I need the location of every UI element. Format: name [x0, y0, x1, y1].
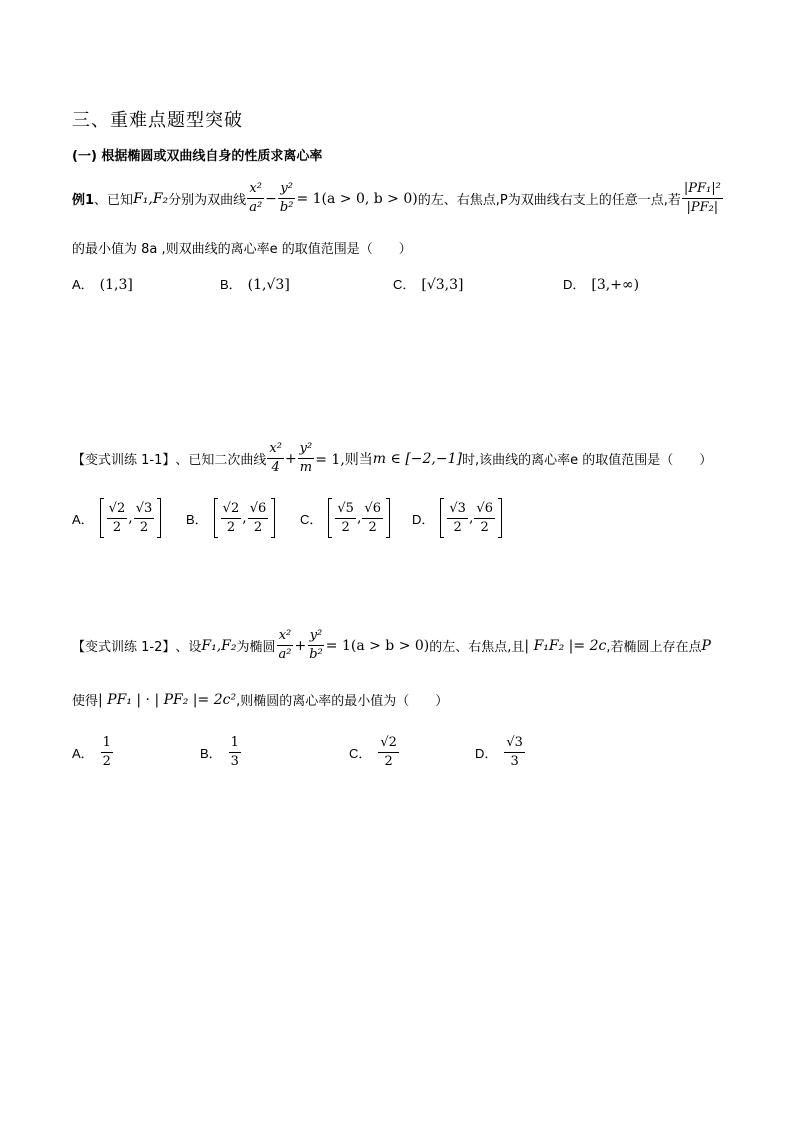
variant1-label: 【变式训练 1-1】	[72, 453, 176, 468]
variant2-condition: = 1(a > b > 0)	[325, 637, 430, 654]
curve-x-term: $\frac{\text{x²}}{4}$	[269, 441, 282, 475]
hyperbola-x-term: $\frac{\text{x²}}{\text{a²}}$	[249, 181, 263, 215]
variant2-line2-b: ,则椭圆的离心率的最小值为（ ）	[236, 694, 449, 709]
example1-option-d[interactable]: D． [3,+∞)	[563, 277, 640, 293]
example1-option-b[interactable]: B． (1,√3]	[220, 277, 290, 293]
example1-condition: = 1(a > 0, b > 0)	[296, 190, 418, 207]
variant2-text-c: 的左、右焦点,且	[429, 640, 525, 655]
example1-line1: 例1 、已知 F₁,F₂ 分别为双曲线 $\frac{\text{x²}}{\text{a²}}$ − $\frac{\text{y²}}{\text{b²}}$ = 1(a > 0, b > 0) 的左、右焦点,P为双曲线右支上的任意一点,若 $\frac{\text{|PF₁|²}}{\text{|PF₂|}}$	[72, 181, 721, 215]
section-title: 三、重难点题型突破	[72, 110, 243, 131]
variant1-question: 【变式训练 1-1】 、已知二次曲线 $\frac{\text{x²}}{4}$ + $\frac{\text{y²}}{m}$ = 1,则当 m ∈ [−2,−1] 时,该曲线的离心率e 的取值范围是（ ）	[72, 441, 713, 475]
ratio-fraction: $\frac{\text{|PF₁|²}}{\text{|PF₂|}}$	[683, 181, 721, 215]
variant1-range: m ∈ [−2,−1]	[372, 450, 462, 467]
variant2-option-b[interactable]: B． $\frac{1}{3}$	[200, 735, 239, 769]
variant1-option-d[interactable]: D． $\frac{√3}{2}$ , $\frac{√6}{2}$	[412, 498, 502, 538]
variant2-product: | PF₁ | · | PF₂ |= 2c²	[98, 691, 237, 708]
variant2-dist: | F₁F₂ |= 2c	[524, 637, 607, 654]
variant2-foci: F₁,F₂	[201, 637, 237, 654]
variant2-text-a: 、设	[175, 640, 202, 655]
variant2-option-c[interactable]: C． $\frac{√2}{2}$	[349, 735, 397, 769]
variant2-text-d: ,若椭圆上存在点	[606, 640, 702, 655]
variant2-text-b: 为椭圆	[236, 640, 276, 655]
example1-text-a: 分别为双曲线	[168, 193, 247, 208]
example1-option-a[interactable]: A． (1,3]	[72, 277, 133, 293]
variant1-text-b: = 1,则当	[315, 451, 373, 468]
variant1-text-a: 、已知二次曲线	[175, 453, 267, 468]
variant2-option-d[interactable]: D． $\frac{√3}{3}$	[475, 735, 523, 769]
example1-line2: 的最小值为 8a ,则双曲线的离心率e 的取值范围是（ ）	[72, 242, 412, 257]
variant2-question-line2	[72, 690, 448, 709]
variant2-line2-a: 使得	[72, 694, 99, 709]
variant2-option-a[interactable]: A． $\frac{1}{2}$	[72, 735, 111, 769]
example1-foci: F₁,F₂	[133, 190, 169, 207]
variant2-point: P	[701, 637, 711, 654]
example1-intro: 、已知	[94, 193, 134, 208]
variant1-option-c[interactable]: C． $\frac{√5}{2}$ , $\frac{√6}{2}$	[300, 498, 390, 538]
example1-text-b: 的左、右焦点,P为双曲线右支上的任意一点,若	[417, 193, 681, 208]
variant1-option-b[interactable]: B． $\frac{√2}{2}$ , $\frac{√6}{2}$	[186, 498, 275, 538]
ellipse-y-term: $\frac{\text{y²}}{\text{b²}}$	[309, 628, 323, 662]
variant1-option-a[interactable]: A． $\frac{√2}{2}$ , $\frac{√3}{2}$	[72, 498, 161, 538]
variant2-question-line1: 【变式训练 1-2】 、设 F₁,F₂ 为椭圆 $\frac{\text{x²}}{\text{a²}}$ + $\frac{\text{y²}}{\text{b²}}$ = 1(a > b > 0) 的左、右焦点,且 | F₁F₂ |= 2c ,若椭圆上存在点 P	[72, 628, 711, 662]
ellipse-x-term: $\frac{\text{x²}}{\text{a²}}$	[278, 628, 292, 662]
example1-option-c[interactable]: C． [√3,3]	[393, 277, 464, 293]
example1-label: 例1	[72, 193, 95, 208]
curve-y-term: $\frac{\text{y²}}{m}$	[299, 441, 313, 475]
hyperbola-y-term: $\frac{\text{y²}}{\text{b²}}$	[279, 181, 294, 215]
subsection-title: (一) 根据椭圆或双曲线自身的性质求离心率	[72, 149, 323, 164]
variant2-label: 【变式训练 1-2】	[72, 640, 176, 655]
variant1-text-c: 时,该曲线的离心率e 的取值范围是（ ）	[461, 453, 713, 468]
